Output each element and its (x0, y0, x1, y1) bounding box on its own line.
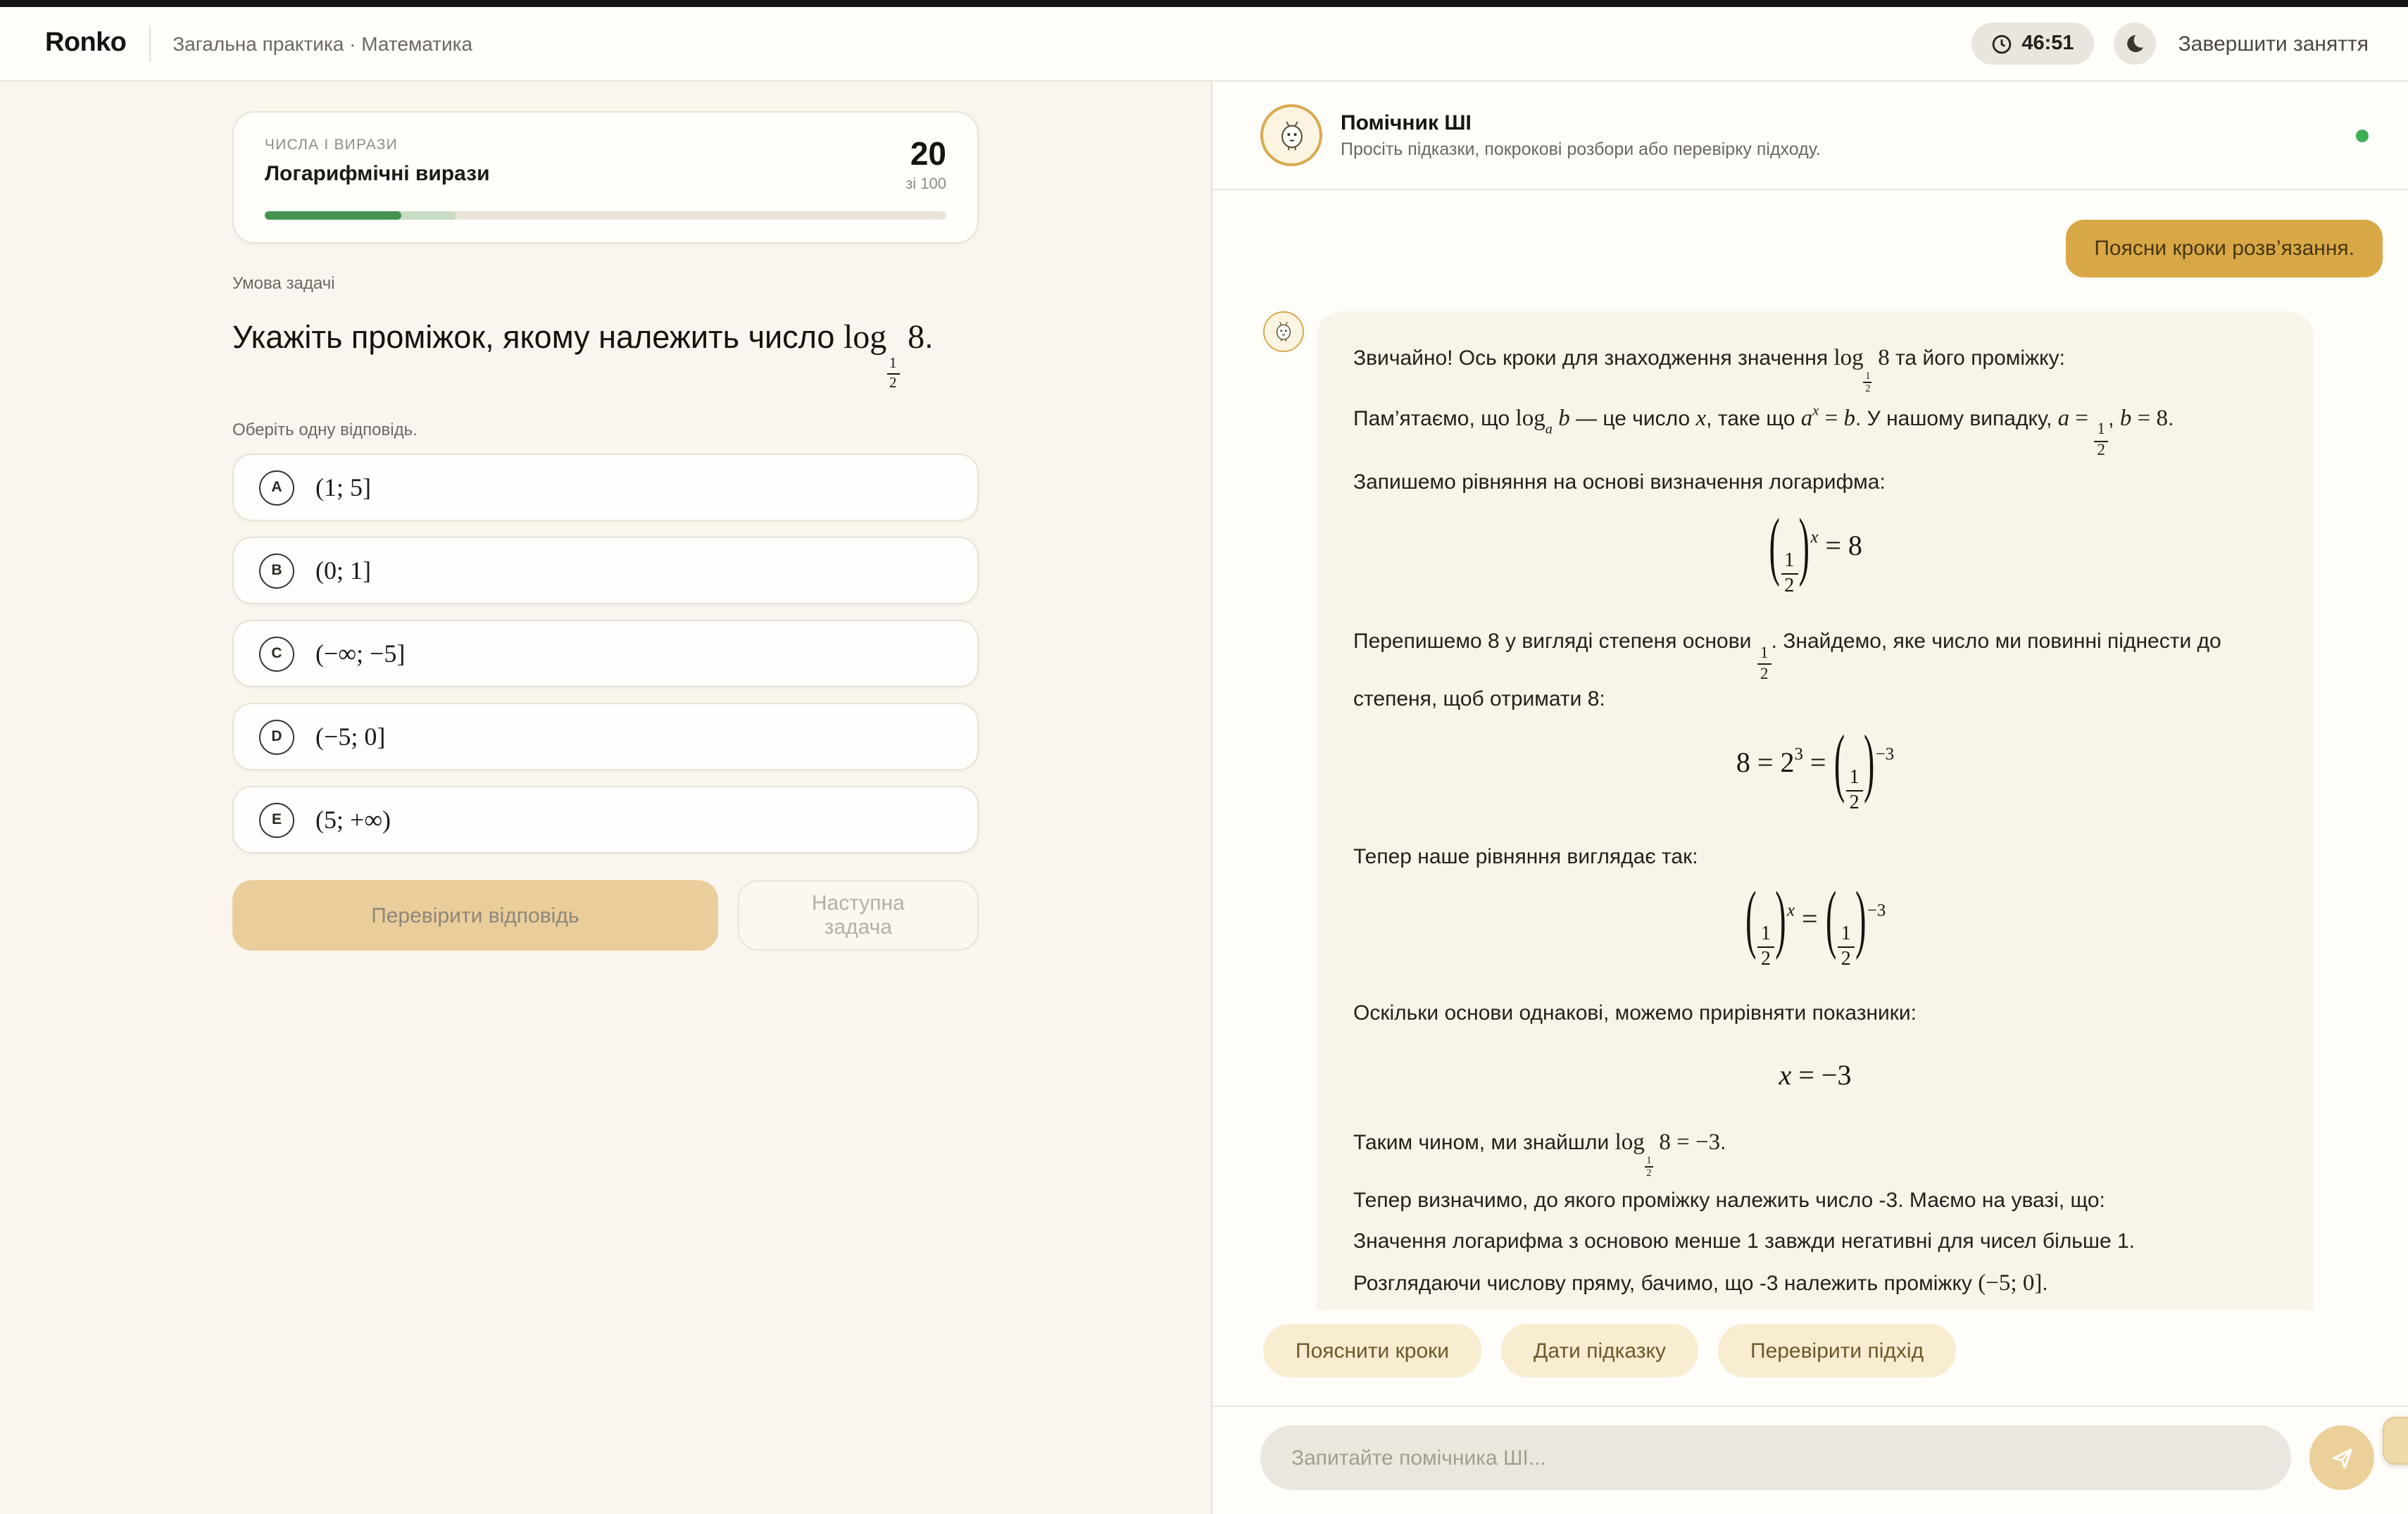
top-bar (0, 7, 2408, 82)
moon-icon (2124, 32, 2146, 55)
option-letter-badge: D (259, 720, 294, 755)
progress-fill-primary (265, 212, 401, 220)
assistant-title: Помічник ШІ (1341, 111, 1472, 135)
progress-bar (265, 212, 946, 220)
quick-action-chip-3[interactable]: Перевірити підхід (1718, 1324, 1956, 1377)
assistant-paragraph: Перепишемо 8 у вигляді степеня основи $\frac{1}{2}$ . Знайдемо, яке число ми повинні піднести до степеня, щоб отримати 8: (1353, 623, 2277, 718)
chat-area (1212, 190, 2408, 1310)
topic-title: Логарифмічні вирази (265, 162, 490, 186)
progress-total: зі 100 (905, 176, 946, 194)
check-answer-button[interactable]: Перевірити відповідь (232, 881, 718, 951)
answer-option-c[interactable] (232, 620, 979, 688)
progress-card (232, 111, 979, 244)
assistant-panel (1212, 82, 2408, 1514)
option-value: (1; 5] (315, 473, 372, 501)
user-message: Поясни кроки розв’язання. (2066, 220, 2383, 277)
question-text: Укажіть проміжок, якому належить число log $_{\frac{1}{2}}$ 8. (232, 320, 934, 392)
assistant-paragraph: Розглядаючи числову пряму, бачимо, що -3 належить проміжку (−5; 0]. (1353, 1269, 2048, 1296)
option-letter-badge: B (259, 553, 294, 589)
assistant-paragraph: Оскільки основи однакові, можемо прирівняти показники: (1353, 1001, 1917, 1025)
option-letter-badge: C (259, 637, 294, 672)
send-icon (2328, 1444, 2355, 1471)
assistant-paragraph: Значення логарифма з основою менше 1 завжди негативні для чисел більше 1. (1353, 1229, 2135, 1253)
window-top-edge (0, 0, 2408, 7)
assistant-message-body (1353, 339, 2277, 1310)
edge-floating-button[interactable] (2383, 1417, 2408, 1465)
composer (1212, 1406, 2408, 1514)
end-session-button[interactable]: Завершити заняття (2176, 26, 2371, 61)
dark-mode-toggle[interactable] (2114, 23, 2156, 65)
timer-value: 46:51 (2021, 32, 2074, 55)
assistant-paragraph: Тепер наше рівняння виглядає так: (1353, 844, 1698, 869)
assistant-avatar-small (1263, 311, 1304, 352)
answer-option-d[interactable] (232, 703, 979, 771)
display-equation: $8 = 2^3$ = ( $\frac{1}{2}$ )$^{-3}$ (1736, 720, 1895, 814)
assistant-paragraph: Пам’ятаємо, що $\log_a b$ — це число x, таке що $a^x = b$. У нашому випадку, a = $\frac{1}{2}$ , b = 8. (1353, 403, 2174, 460)
quick-action-chip-1[interactable]: Пояснити кроки (1263, 1324, 1481, 1377)
online-status-dot (2356, 129, 2369, 142)
assistant-avatar (1260, 104, 1322, 166)
progress-count: 20 (910, 135, 946, 172)
assistant-header (1212, 82, 2408, 190)
header-divider (149, 25, 150, 62)
option-value: (5; +∞) (315, 805, 391, 834)
assistant-subtitle: Просіть підказки, покрокові розбори або перевірку підходу. (1341, 139, 1821, 159)
app-logo: Ronko (45, 28, 127, 58)
inline-math: $a^x = b$ (1800, 403, 1855, 432)
inline-math: $\frac{1}{2}$ (1757, 627, 1771, 654)
inline-math: (−5; 0] (1978, 1269, 2043, 1296)
ask-assistant-input[interactable] (1260, 1425, 2291, 1490)
assistant-paragraph: Таким чином, ми знайшли log $_{\frac{1}{2}}$ 8 = −3. (1353, 1128, 1726, 1180)
problem-panel (0, 82, 1212, 1514)
inline-math: b = 8 (2119, 404, 2168, 432)
display-equation: ( $\frac{1}{2}$ )$^x$ = 8 (1769, 503, 1862, 597)
quick-action-chip-2[interactable]: Дати підказку (1501, 1324, 1698, 1377)
session-timer (1971, 23, 2093, 65)
clock-icon (1990, 33, 2012, 54)
assistant-message (1317, 311, 2314, 1310)
display-equation: ( $\frac{1}{2}$ )$^x$ = ( $\frac{1}{2}$ )$^{-3}$ (1745, 877, 1886, 970)
option-value: (−5; 0] (315, 722, 386, 751)
assistant-paragraph: Запишемо рівняння на основі визначення логарифма: (1353, 470, 1886, 495)
answer-option-b[interactable] (232, 537, 979, 605)
display-equation: x = −3 (1779, 1060, 1852, 1091)
option-value: (−∞; −5] (315, 639, 406, 668)
answer-option-e[interactable] (232, 787, 979, 854)
next-task-button[interactable]: Наступна задача (738, 881, 979, 951)
assistant-paragraph: Звичайно! Ось кроки для знаходження значення log $_{\frac{1}{2}}$ 8 та його проміжку: (1353, 344, 2065, 395)
option-letter-badge: A (259, 470, 294, 506)
inline-math: $\log_a b$ (1515, 404, 1570, 438)
inline-math: x (1695, 404, 1707, 432)
answer-option-a[interactable] (232, 454, 979, 522)
inline-math: a = $\frac{1}{2}$ (2058, 404, 2109, 431)
topic-category: ЧИСЛА І ВИРАЗИ (265, 137, 398, 154)
option-value: (0; 1] (315, 556, 372, 584)
quick-actions (1212, 1310, 2408, 1406)
choose-label: Оберіть одну відповідь. (232, 420, 418, 440)
breadcrumb: Загальна практика · Математика (173, 32, 473, 55)
inline-math: log $_{\frac{1}{2}}$ 8 (843, 320, 925, 392)
option-letter-badge: E (259, 803, 294, 838)
inline-math: log $_{\frac{1}{2}}$ 8 = −3 (1614, 1128, 1721, 1180)
prompt-label: Умова задачі (232, 273, 335, 294)
options-list (232, 454, 979, 854)
send-button[interactable] (2309, 1425, 2374, 1490)
inline-math: log $_{\frac{1}{2}}$ 8 (1833, 344, 1890, 395)
assistant-paragraph: Тепер визначимо, до якого проміжку належить число -3. Маємо на увазі, що: (1353, 1189, 2105, 1213)
